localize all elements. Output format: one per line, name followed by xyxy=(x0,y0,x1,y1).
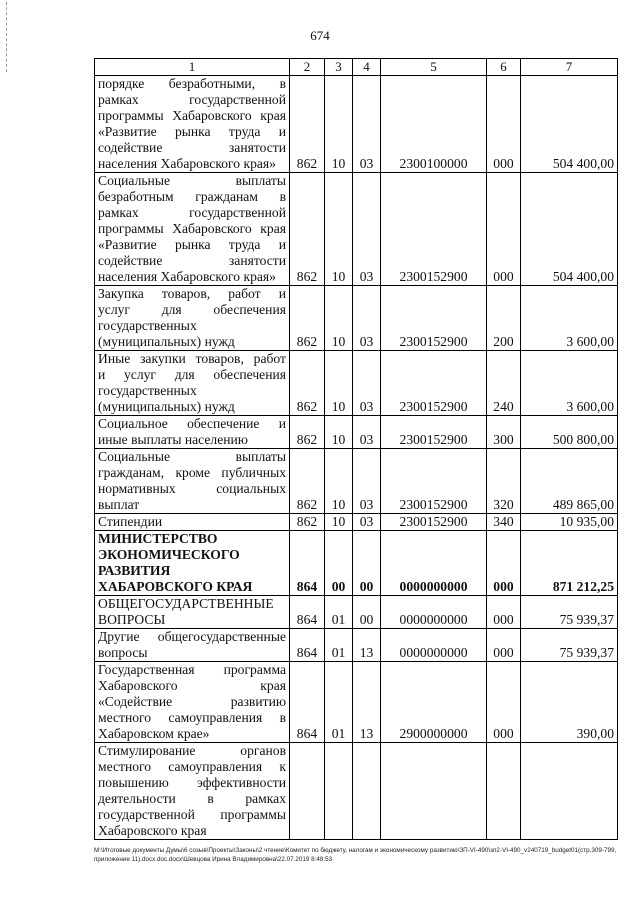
row-name-line: населения Хабаровского края» xyxy=(98,156,276,171)
header-cell: 3 xyxy=(325,59,353,76)
row-name-line: рамках государственной xyxy=(98,205,286,220)
amount: 3 600,00 xyxy=(521,351,618,416)
row-name-line: Хабаровского края xyxy=(98,823,207,838)
code-expense-type: 000 xyxy=(487,173,521,286)
row-name xyxy=(95,449,290,514)
row-name xyxy=(95,662,290,743)
row-name-line: «Содействие развитию xyxy=(98,694,286,709)
row-name xyxy=(95,351,290,416)
code-target: 2300152900 xyxy=(381,416,487,449)
row-name-line: РАЗВИТИЯ xyxy=(98,563,171,578)
amount: 504 400,00 xyxy=(521,173,618,286)
code-admin: 862 xyxy=(290,416,325,449)
row-name-line: (муниципальных) нужд xyxy=(98,334,235,349)
row-name-line: местного самоуправления в xyxy=(98,710,286,725)
table-row xyxy=(95,662,618,743)
code-expense-type xyxy=(487,743,521,840)
row-name-line: ВОПРОСЫ xyxy=(98,612,166,627)
code-expense-type: 000 xyxy=(487,531,521,596)
code-admin: 862 xyxy=(290,514,325,531)
row-name-line: программы Хабаровского края xyxy=(98,108,286,123)
table-row xyxy=(95,173,618,286)
row-name-line: выплат xyxy=(98,497,140,512)
amount: 390,00 xyxy=(521,662,618,743)
row-name-line: Социальное обеспечение и xyxy=(98,416,286,431)
code-expense-type: 200 xyxy=(487,286,521,351)
row-name-line: местного самоуправления к xyxy=(98,759,286,774)
row-name xyxy=(95,596,290,629)
table-row xyxy=(95,76,618,173)
row-name-line: Хабаровского края xyxy=(98,678,286,693)
table-row xyxy=(95,514,618,531)
code-admin xyxy=(290,743,325,840)
code-admin: 864 xyxy=(290,596,325,629)
row-name-line: и услуг для обеспечения xyxy=(98,367,286,382)
row-name-line: иные выплаты населению xyxy=(98,432,248,447)
row-name-line: содействие занятости xyxy=(98,253,286,268)
footer-file-path: M:\Итоговые документы Думы\6 созыв\Проекты\Законы\2 чтение\Комитет по бюджету, налогам и экономическому развитию\ЗП-VI-490\зп2-VI-490_v240719_budget01(стр.309-799, приложение 11).docx.doc.docx\Шевцова Ирина Владимировна\22.07.2019 8:48:53 xyxy=(94,847,617,863)
code-expense-type: 320 xyxy=(487,449,521,514)
code-section: 01 xyxy=(325,596,353,629)
budget-table xyxy=(94,58,618,840)
amount: 3 600,00 xyxy=(521,286,618,351)
table-row xyxy=(95,416,618,449)
row-name-line: рамках государственной xyxy=(98,92,286,107)
row-name-line: Стипендии xyxy=(98,514,163,529)
amount xyxy=(521,743,618,840)
code-admin: 864 xyxy=(290,662,325,743)
code-section: 10 xyxy=(325,76,353,173)
row-name-line: Социальные выплаты xyxy=(98,173,286,188)
amount: 75 939,37 xyxy=(521,596,618,629)
code-subsection: 03 xyxy=(353,173,381,286)
row-name-line: ХАБАРОВСКОГО КРАЯ xyxy=(98,579,253,594)
row-name-line: государственных xyxy=(98,383,197,398)
code-admin: 862 xyxy=(290,76,325,173)
code-subsection: 03 xyxy=(353,514,381,531)
code-section: 10 xyxy=(325,514,353,531)
page-number: 674 xyxy=(310,28,330,43)
code-subsection: 00 xyxy=(353,531,381,596)
code-expense-type: 000 xyxy=(487,596,521,629)
row-name-line: Государственная программа xyxy=(98,662,286,677)
row-name xyxy=(95,743,290,840)
code-admin: 862 xyxy=(290,286,325,351)
header-cell: 6 xyxy=(487,59,521,76)
code-subsection: 03 xyxy=(353,286,381,351)
row-name xyxy=(95,514,290,531)
table-row xyxy=(95,743,618,840)
code-admin: 864 xyxy=(290,629,325,662)
code-target: 2300152900 xyxy=(381,351,487,416)
code-subsection: 13 xyxy=(353,629,381,662)
row-name xyxy=(95,531,290,596)
amount: 500 800,00 xyxy=(521,416,618,449)
row-name-line: содействие занятости xyxy=(98,140,286,155)
code-expense-type: 000 xyxy=(487,629,521,662)
code-subsection: 03 xyxy=(353,351,381,416)
code-section xyxy=(325,743,353,840)
row-name-line: ОБЩЕГОСУДАРСТВЕННЫЕ xyxy=(98,596,274,611)
code-section: 01 xyxy=(325,629,353,662)
row-name-line: гражданам, кроме публичных xyxy=(98,465,286,480)
row-name-line: Закупка товаров, работ и xyxy=(98,286,286,301)
row-name-line: «Развитие рынка труда и xyxy=(98,237,286,252)
code-section: 10 xyxy=(325,416,353,449)
code-target: 2900000000 xyxy=(381,662,487,743)
code-target: 2300100000 xyxy=(381,76,487,173)
code-expense-type: 000 xyxy=(487,76,521,173)
code-admin: 862 xyxy=(290,173,325,286)
row-name xyxy=(95,286,290,351)
amount: 871 212,25 xyxy=(521,531,618,596)
header-cell: 4 xyxy=(353,59,381,76)
code-section: 10 xyxy=(325,286,353,351)
code-admin: 862 xyxy=(290,351,325,416)
header-row xyxy=(95,59,618,76)
code-expense-type: 000 xyxy=(487,662,521,743)
code-section: 00 xyxy=(325,531,353,596)
row-name-line: Социальные выплаты xyxy=(98,449,286,464)
code-subsection: 03 xyxy=(353,76,381,173)
code-target: 2300152900 xyxy=(381,514,487,531)
row-name-line: повышению эффективности xyxy=(98,775,286,790)
row-name-line: МИНИСТЕРСТВО xyxy=(98,531,218,546)
row-name-line: вопросы xyxy=(98,645,148,660)
row-name-line: безработным гражданам в xyxy=(98,189,286,204)
row-name-line: Стимулирование органов xyxy=(98,743,286,758)
row-name-line: «Развитие рынка труда и xyxy=(98,124,286,139)
code-subsection: 03 xyxy=(353,449,381,514)
amount: 75 939,37 xyxy=(521,629,618,662)
code-section: 01 xyxy=(325,662,353,743)
table-row xyxy=(95,351,618,416)
code-target: 2300152900 xyxy=(381,286,487,351)
row-name xyxy=(95,629,290,662)
row-name-line: деятельности в рамках xyxy=(98,791,286,806)
code-expense-type: 300 xyxy=(487,416,521,449)
row-name xyxy=(95,76,290,173)
row-name-line: Иные закупки товаров, работ xyxy=(98,351,286,366)
code-section: 10 xyxy=(325,449,353,514)
amount: 489 865,00 xyxy=(521,449,618,514)
code-target: 2300152900 xyxy=(381,173,487,286)
row-name-line: Хабаровском крае» xyxy=(98,726,210,741)
row-name-line: нормативных социальных xyxy=(98,481,286,496)
code-subsection xyxy=(353,743,381,840)
row-name-line: государственной программы xyxy=(98,807,286,822)
code-expense-type: 240 xyxy=(487,351,521,416)
header-cell: 2 xyxy=(290,59,325,76)
row-name xyxy=(95,173,290,286)
amount: 10 935,00 xyxy=(521,514,618,531)
header-cell: 7 xyxy=(521,59,618,76)
table-row xyxy=(95,596,618,629)
row-name-line: ЭКОНОМИЧЕСКОГО xyxy=(98,547,240,562)
row-name-line: услуг для обеспечения xyxy=(98,302,286,317)
row-name-line: порядке безработными, в xyxy=(98,76,286,91)
code-admin: 862 xyxy=(290,449,325,514)
table-row xyxy=(95,286,618,351)
row-name-line: государственных xyxy=(98,318,197,333)
code-target: 0000000000 xyxy=(381,531,487,596)
table-row xyxy=(95,629,618,662)
code-subsection: 13 xyxy=(353,662,381,743)
row-name-line: Другие общегосударственные xyxy=(98,629,286,644)
header-cell: 5 xyxy=(381,59,487,76)
code-target: 0000000000 xyxy=(381,629,487,662)
code-section: 10 xyxy=(325,173,353,286)
table-row xyxy=(95,531,618,596)
code-subsection: 03 xyxy=(353,416,381,449)
code-admin: 864 xyxy=(290,531,325,596)
amount: 504 400,00 xyxy=(521,76,618,173)
code-section: 10 xyxy=(325,351,353,416)
code-subsection: 00 xyxy=(353,596,381,629)
code-expense-type: 340 xyxy=(487,514,521,531)
code-target: 0000000000 xyxy=(381,596,487,629)
header-cell: 1 xyxy=(95,59,290,76)
code-target: 2300152900 xyxy=(381,449,487,514)
code-target xyxy=(381,743,487,840)
row-name-line: населения Хабаровского края» xyxy=(98,269,276,284)
table-row xyxy=(95,449,618,514)
row-name xyxy=(95,416,290,449)
row-name-line: (муниципальных) нужд xyxy=(98,399,235,414)
row-name-line: программы Хабаровского края xyxy=(98,221,286,236)
